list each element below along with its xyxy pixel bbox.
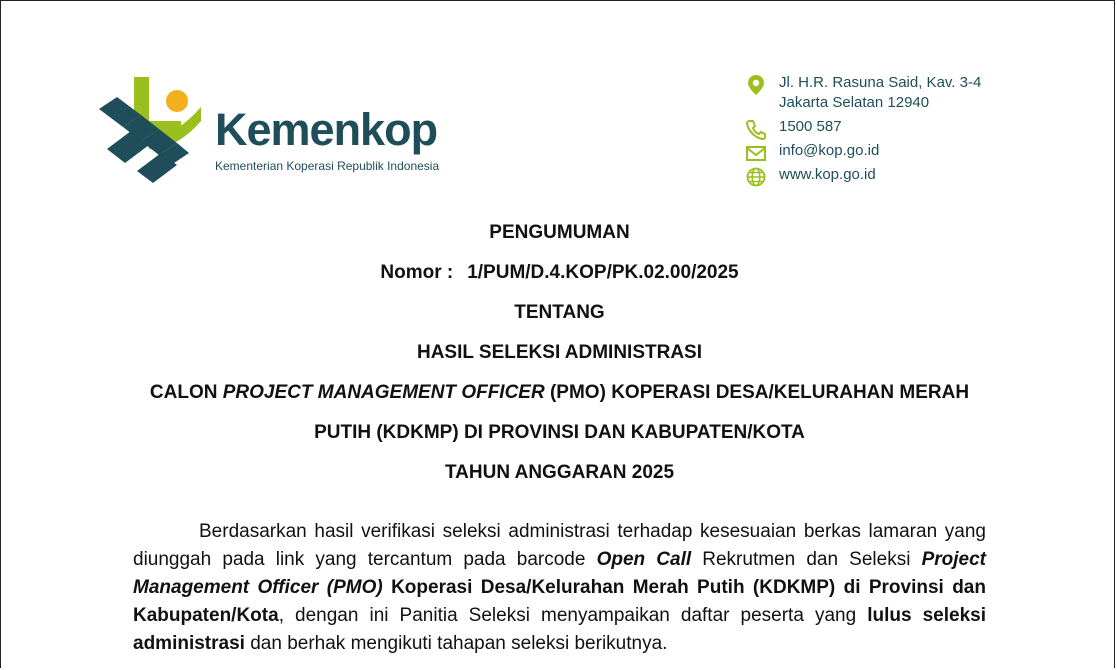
contact-website [745,165,876,188]
contact-email [745,141,880,164]
budget-year-line: TAHUN ANGGARAN 2025 [444,462,675,483]
website-text: www.kop.go.id [779,166,876,183]
subject-line-1 [1,382,1117,404]
para-kdkmp: Koperasi Desa/Kelurahan Merah Putih (KDKMP) di Provinsi dan Kabupaten/Kota [133,577,986,626]
address-line-1: Jl. H.R. Rasuna Said, Kav. 3-4 [779,74,982,91]
kemenkop-emblem-icon [97,75,209,187]
about-label: TENTANG [514,302,605,323]
para-lulus: lulus seleksi administrasi [133,605,987,654]
subject-line-2: PUTIH (KDKMP) DI PROVINSI DAN KABUPATEN/KOTA [314,422,805,443]
kemenkop-logo [97,75,440,187]
email-text: info@kop.go.id [779,142,880,159]
subject-title: HASIL SELEKSI ADMINISTRASI [416,342,703,363]
announcement-number [1,262,1117,284]
logo-subtitle: Kementerian Koperasi Republik Indonesia [215,159,440,173]
globe-icon [745,166,767,188]
contact-address [745,73,982,111]
subject-line-1-prefix: CALON [149,382,223,403]
subject-line-1-suffix: (PMO) KOPERASI DESA/KELURAHAN MERAH [544,382,970,403]
para-text-c: Rekrutmen dan Seleksi [691,549,922,570]
para-open-call: Open Call [596,549,692,570]
body-paragraph [133,518,986,658]
contact-phone [745,117,842,140]
para-text-f: , dengan ini Panitia Seleksi menyampaikan daftar peserta yang [278,605,868,626]
number-value: 1/PUM/D.4.KOP/PK.02.00/2025 [467,262,739,283]
address-text [779,73,981,113]
subject-line-1-italic: PROJECT MANAGEMENT OFFICER [222,382,545,403]
phone-icon [745,118,767,140]
mail-icon [745,142,767,164]
para-text-h: dan berhak mengikuti tahapan seleksi berikutnya. [244,633,668,654]
para-pmo: Project Management Officer (PMO) [133,549,986,598]
announcement-title: PENGUMUMAN [489,222,630,243]
location-pin-icon [745,74,767,96]
address-line-2: Jakarta Selatan 12940 [779,94,930,111]
number-label: Nomor : [380,262,454,283]
phone-text: 1500 587 [779,118,842,135]
para-text-a: Berdasarkan hasil verifikasi seleksi administrasi terhadap kesesuaian berkas lamaran yang diunggah pada link yang tercantum pada barcode [133,521,986,570]
logo-wordmark: Kemenkop [215,104,438,155]
